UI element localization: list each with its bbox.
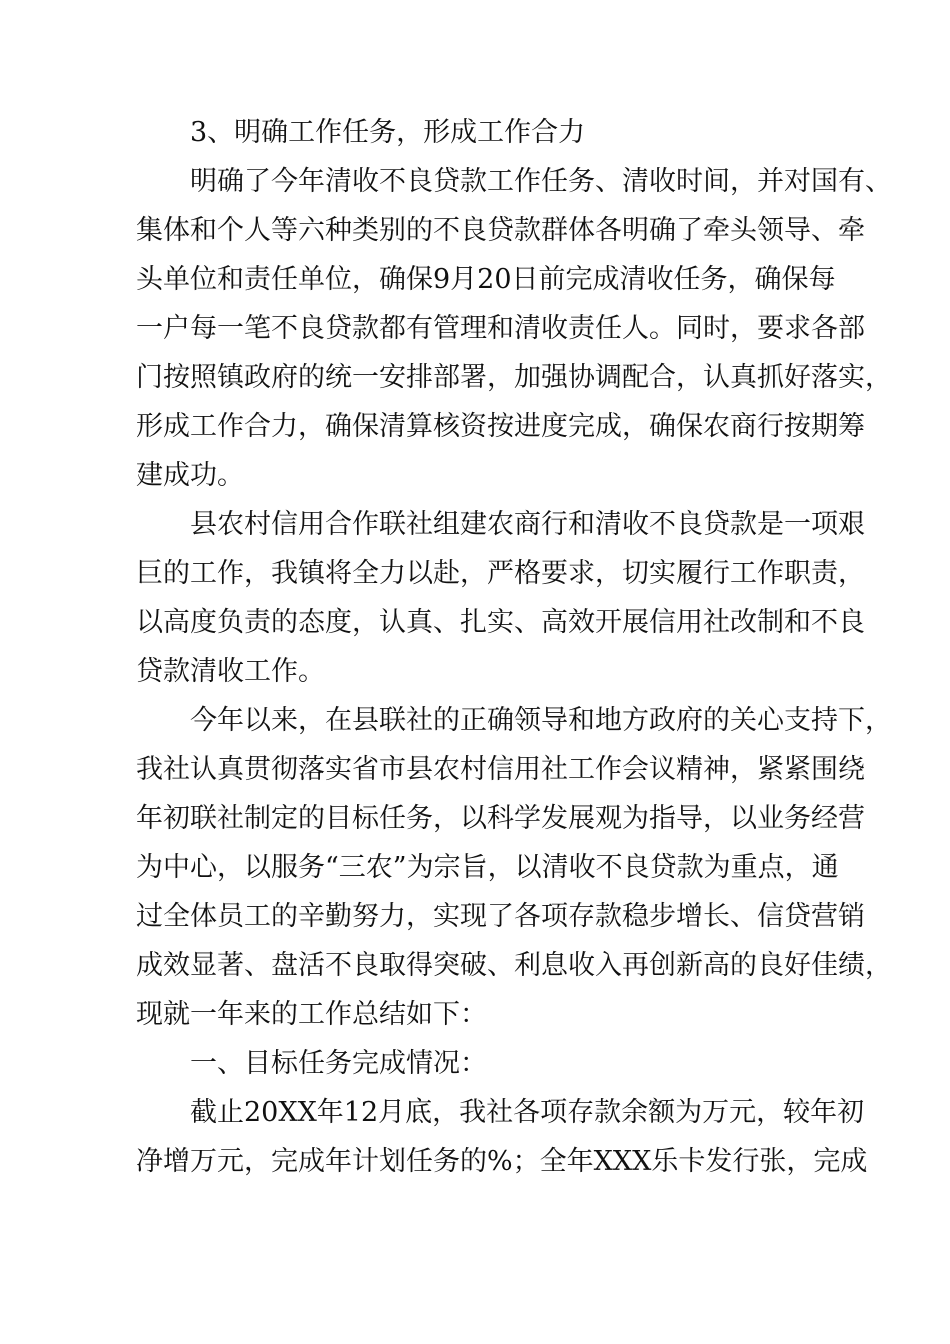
text-line: 过全体员工的辛勤努力，实现了各项存款稳步增长、信贷营销 [136, 901, 865, 932]
text-line: 头单位和责任单位，确保9月20日前完成清收任务，确保每 [136, 264, 836, 295]
text-line: 今年以来，在县联社的正确领导和地方政府的关心支持下， [190, 705, 892, 736]
document-body [136, 108, 892, 1186]
text-line: 成效显著、盘活不良取得突破、利息收入再创新高的良好佳绩， [136, 950, 892, 981]
text-line: 年初联社制定的目标任务，以科学发展观为指导，以业务经营 [136, 803, 865, 834]
text-line: 以高度负责的态度，认真、扎实、高效开展信用社改制和不良 [136, 607, 865, 638]
section-heading-1 [136, 1039, 836, 1088]
text-line: 明确了今年清收不良贷款工作任务、清收时间，并对国有、 [190, 166, 892, 197]
paragraph-heading-3 [136, 108, 836, 157]
text-line: 为中心，以服务“三农”为宗旨，以清收不良贷款为重点，通 [136, 852, 839, 883]
text-line: 巨的工作，我镇将全力以赴，严格要求，切实履行工作职责， [136, 558, 865, 589]
text-line: 一、目标任务完成情况： [190, 1048, 487, 1079]
text-line: 形成工作合力，确保清算核资按进度完成，确保农商行按期筹 [136, 411, 865, 442]
text-line: 门按照镇政府的统一安排部署，加强协调配合，认真抓好落实， [136, 362, 892, 393]
text-line: 县农村信用合作联社组建农商行和清收不良贷款是一项艰 [190, 509, 865, 540]
text-line: 净增万元，完成年计划任务的%；全年XXX乐卡发行张，完成 [136, 1146, 868, 1177]
paragraph-summary-intro [136, 696, 892, 1039]
text-line: 现就一年来的工作总结如下： [136, 999, 487, 1030]
paragraph-commitment [136, 500, 865, 696]
text-line: 集体和个人等六种类别的不良贷款群体各明确了牵头领导、牵 [136, 215, 865, 246]
text-line: 3、明确工作任务，形成工作合力 [190, 117, 586, 148]
text-line: 一户每一笔不良贷款都有管理和清收责任人。同时，要求各部 [136, 313, 865, 344]
text-line: 贷款清收工作。 [136, 656, 325, 687]
text-line: 截止20XX年12月底，我社各项存款余额为万元，较年初 [190, 1097, 865, 1128]
paragraph-deposit-status [136, 1088, 868, 1186]
text-line: 建成功。 [136, 460, 244, 491]
text-line: 我社认真贯彻落实省市县农村信用社工作会议精神，紧紧围绕 [136, 754, 865, 785]
paragraph-task-detail [136, 157, 892, 500]
